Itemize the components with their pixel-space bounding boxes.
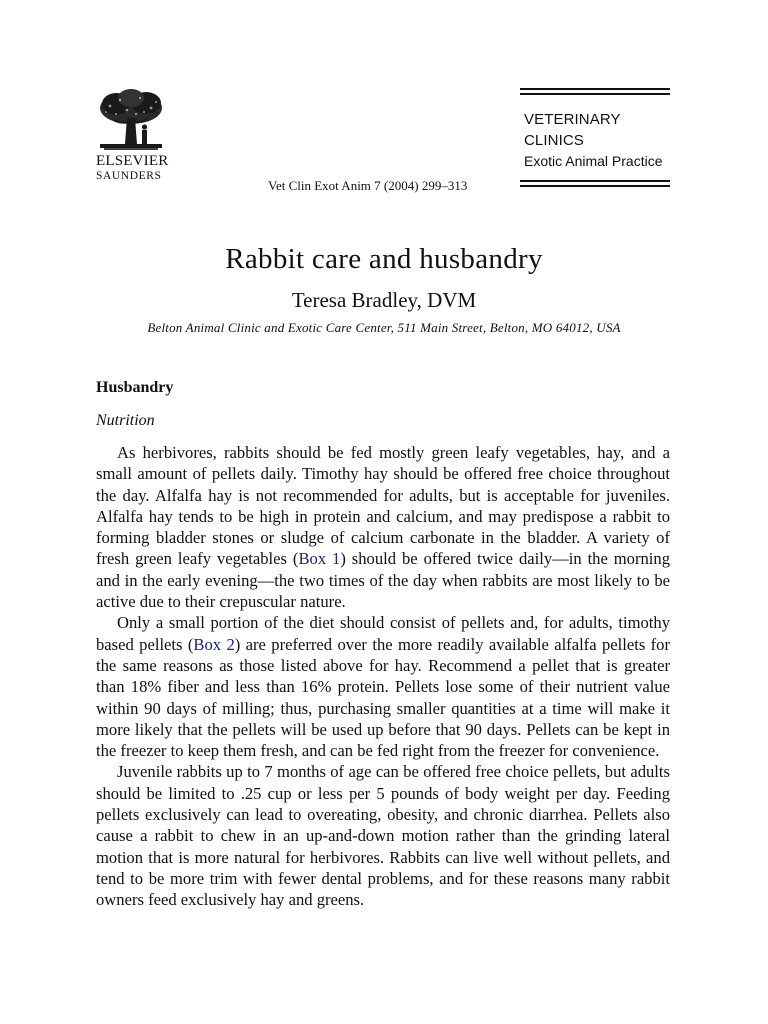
journal-name-line-3: Exotic Animal Practice [524, 153, 663, 169]
publisher-logo-block [96, 88, 172, 182]
section-heading: Husbandry [96, 379, 174, 396]
journal-citation: Vet Clin Exot Anim 7 (2004) 299–313 [268, 178, 468, 193]
journal-top-rule [520, 88, 670, 95]
publisher-imprint: SAUNDERS [96, 170, 162, 182]
paragraph-2 [96, 612, 670, 761]
paragraph-3: Juvenile rabbits up to 7 months of age can be offered free choice pellets, but adults should be limited to .25 cup or less per 5 pounds of body weight per day. Feeding pellets exclusively can lead to overeating, obesity, and chronic diarrhea. Pellets also cause a rabbit to chew in an up-and-down motion rather than the grinding lateral motion that is more natural for herbivores. Rabbits can live well without pellets, and tend to be more trim with fewer dental problems, and for these reasons many rabbit owners feed exclusively hay and greens. [96, 762, 670, 910]
paragraph-2-text-a: Only a small portion of the diet should consist of pellets and, for adults, timothy based pellets ( [96, 613, 670, 654]
elsevier-tree-logo-icon [96, 88, 166, 152]
paragraph-1-text-a: As herbivores, rabbits should be fed mostly green leafy vegetables, hay, and a small amount of pellets daily. Timothy hay should be offered free choice throughout the day. Alfalfa hay is not recommended for adults, but is acceptable for juveniles. Alfalfa hay tends to be high in protein and calcium, and may predispose a rabbit to forming bladder stones or sludge of calcium carbonate in the bladder. A variety of fresh green leafy vegetables ( [96, 443, 670, 569]
box-1-link[interactable]: Box 1 [298, 549, 341, 569]
paragraph-1-text-b: ) should be offered twice daily—in the morning and in the early evening—the two times of the day when rabbits are most likely to be active due to their crepuscular nature. [96, 549, 670, 612]
paragraph-2-text-b: ) are preferred over the more readily available alfalfa pellets for the same reasons as those listed above for hay. Recommend a pellet that is greater than 18% fiber and less than 16% protein. Pellets lose some of their nutrient value within 90 days of milling; thus, purchasing smaller quantities at a time will make it more likely that the pellets will be used up before that 90 days. Pellets can be kept in the freezer to keep them fresh, and can be fed right from the freezer for convenience. [96, 634, 671, 761]
box-2-link[interactable]: Box 2 [193, 634, 235, 654]
article-author: Teresa Bradley, DVM [291, 288, 477, 312]
publisher-name: ELSEVIER [96, 153, 169, 169]
paragraph-1 [96, 442, 670, 612]
journal-bottom-rule [520, 180, 670, 187]
article-body [96, 377, 670, 911]
article-title: Rabbit care and husbandry [225, 243, 543, 275]
journal-name-line-2: CLINICS [524, 132, 584, 149]
subsection-heading: Nutrition [96, 412, 155, 429]
journal-name-block [520, 88, 670, 187]
journal-name-line-1: VETERINARY [524, 111, 621, 128]
author-affiliation: Belton Animal Clinic and Exotic Care Center, 511 Main Street, Belton, MO 64012, USA [147, 320, 621, 335]
